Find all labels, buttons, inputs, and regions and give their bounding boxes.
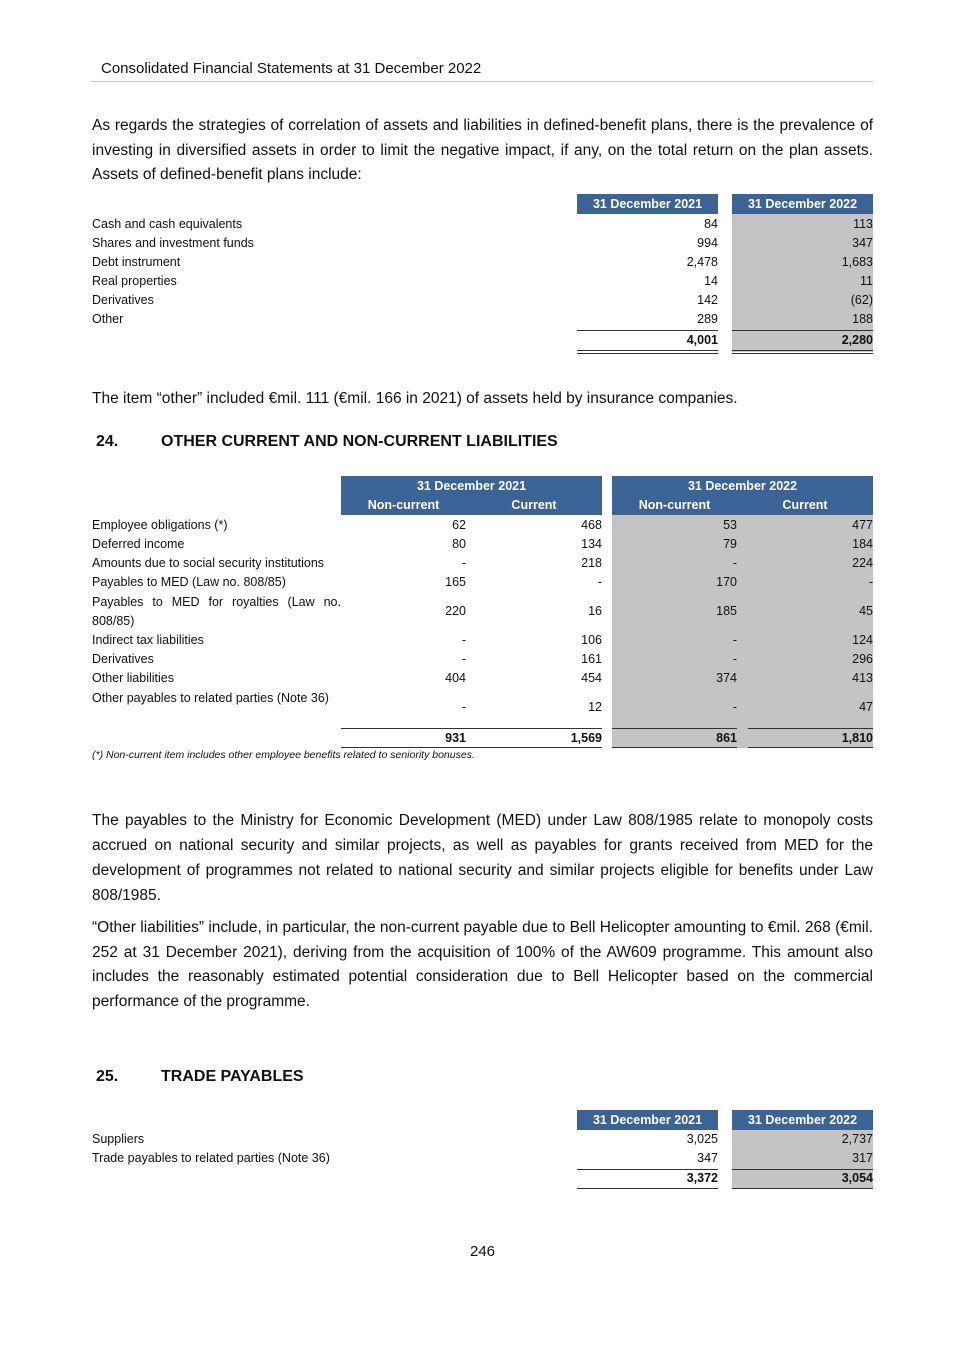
- value-2022: 1,683: [841, 255, 873, 269]
- row-label: Shares and investment funds: [92, 236, 254, 250]
- noncurrent-2021: -: [461, 633, 466, 647]
- row-label: Payables to MED (Law no. 808/85): [92, 575, 286, 589]
- med-paragraph: The payables to the Ministry for Economic Development (MED) under Law 808/1985 relate to monopoly costs accrued on national security and similar projects, as well as payables for grants received from MED for the development of programmes not related to national security and similar projects eligible for benefits under Law 808/1985.: [92, 812, 873, 904]
- other-item-note: The item “other” included €mil. 111 (€mil. 166 in 2021) of assets held by insurance companies.: [92, 390, 738, 407]
- table-row: [0, 215, 965, 234]
- table-row: [0, 1130, 965, 1149]
- row-label: Trade payables to related parties (Note 36): [92, 1151, 330, 1165]
- row-label: Other payables to related parties (Note 36): [92, 691, 329, 705]
- current-2022: 47: [859, 700, 873, 714]
- current-2021: 106: [581, 633, 602, 647]
- noncurrent-2022: -: [732, 556, 737, 570]
- noncurrent-2021: 165: [445, 575, 466, 589]
- noncurrent-2022: 374: [716, 671, 737, 685]
- total-2022: 2,280: [841, 333, 873, 347]
- current-2022: 124: [852, 633, 873, 647]
- total-current-2022: 1,810: [841, 731, 873, 745]
- noncurrent-2022: -: [732, 700, 737, 714]
- subheader-current-2021: Current: [466, 496, 602, 515]
- current-2022: 296: [852, 652, 873, 666]
- current-2022: -: [868, 575, 873, 589]
- current-2021: 218: [581, 556, 602, 570]
- total-2021: 4,001: [686, 333, 718, 347]
- value-2022: 317: [852, 1151, 873, 1165]
- noncurrent-2021: 62: [452, 518, 466, 532]
- section-24-number: 24.: [96, 433, 119, 450]
- row-label: Payables to MED for royalties (Law no. 808/85): [92, 595, 341, 628]
- noncurrent-2021: 80: [452, 537, 466, 551]
- noncurrent-2022: 185: [716, 604, 737, 618]
- noncurrent-2022: -: [732, 633, 737, 647]
- current-2021: -: [597, 575, 602, 589]
- table-row: [0, 291, 965, 310]
- table-row: [0, 1149, 965, 1168]
- table-row: [0, 650, 965, 669]
- row-label: Other liabilities: [92, 671, 174, 685]
- section-24-title: OTHER CURRENT AND NON-CURRENT LIABILITIES: [161, 433, 558, 450]
- table-row: [0, 554, 965, 573]
- bottom-rule: [732, 1188, 873, 1189]
- bottom-rule: [748, 747, 873, 748]
- current-2021: 454: [581, 671, 602, 685]
- row-label: Derivatives: [92, 293, 154, 307]
- table-row: [0, 631, 965, 650]
- table-row: [0, 698, 965, 717]
- row-label: Cash and cash equivalents: [92, 217, 243, 231]
- noncurrent-2021: -: [461, 652, 466, 666]
- table-row: [0, 253, 965, 272]
- total-2022: 3,054: [841, 1171, 873, 1185]
- table-row: [0, 234, 965, 253]
- bottom-rule: [612, 747, 737, 748]
- row-label: Debt instrument: [92, 255, 181, 269]
- plan-assets-header-2022: 31 December 2022: [732, 194, 873, 214]
- subheader-noncurrent-2022: Non-current: [612, 496, 737, 515]
- total-row: [0, 331, 965, 350]
- row-label: Other: [92, 312, 124, 326]
- value-2021: 2,478: [686, 255, 718, 269]
- table-row: [0, 602, 965, 621]
- section-25-title: TRADE PAYABLES: [161, 1068, 304, 1085]
- total-current-2021: 1,569: [570, 731, 602, 745]
- plan-assets-header-2021: 31 December 2021: [577, 194, 718, 214]
- noncurrent-2021: 404: [445, 671, 466, 685]
- table-row: [0, 272, 965, 291]
- row-label: Derivatives: [92, 652, 154, 666]
- noncurrent-2022: 53: [723, 518, 737, 532]
- current-2022: 184: [852, 537, 873, 551]
- table-row: [0, 573, 965, 592]
- value-2022: 113: [853, 217, 873, 231]
- value-2021: 3,025: [686, 1132, 718, 1146]
- intro-paragraph: As regards the strategies of correlation of assets and liabilities in defined-benefit plans, there is the prevalence of investing in diversified assets in order to limit the negative impact, if any, on the total return on the plan assets. Assets of defined-benefit plans include:: [92, 117, 873, 183]
- current-2022: 413: [852, 671, 873, 685]
- current-2021: 161: [581, 652, 602, 666]
- other-liabilities-paragraph: “Other liabilities” include, in particular, the non-current payable due to Bell Helicopter amounting to €mil. 268 (€mil. 252 at 31 December 2021), deriving from the acquisition of 100% of the AW609 programme. This amount also includes the reasonably estimated potential consideration due to Bell Helicopter based on the commercial performance of the programme.: [92, 919, 873, 1010]
- value-2022: 11: [860, 274, 873, 288]
- noncurrent-2022: 79: [723, 537, 737, 551]
- row-label: Amounts due to social security institutions: [92, 556, 325, 570]
- value-2021: 289: [697, 312, 718, 326]
- header-divider: [91, 81, 873, 82]
- total-2021: 3,372: [686, 1171, 718, 1185]
- current-2022: 477: [852, 518, 873, 532]
- table-row: [0, 310, 965, 329]
- page-number: 246: [469, 1243, 496, 1260]
- subheader-noncurrent-2021: Non-current: [341, 496, 466, 515]
- current-2021: 468: [581, 518, 602, 532]
- value-2022: 347: [852, 236, 873, 250]
- value-2021: 142: [697, 293, 718, 307]
- trade-header-2022: 31 December 2022: [732, 1110, 873, 1130]
- liabilities-header-2022: 31 December 2022: [612, 476, 873, 496]
- document-header-title: Consolidated Financial Statements at 31 December 2022: [101, 60, 482, 77]
- bottom-rule: [577, 1188, 718, 1189]
- current-2021: 16: [588, 604, 602, 618]
- total-noncurrent-2021: 931: [445, 731, 466, 745]
- noncurrent-2022: -: [732, 652, 737, 666]
- double-underline: [732, 350, 873, 354]
- table-row: [0, 535, 965, 554]
- total-row: [0, 1169, 965, 1188]
- row-label: Employee obligations (*): [92, 518, 228, 532]
- liabilities-header-2021: 31 December 2021: [341, 476, 602, 496]
- double-underline: [577, 350, 718, 354]
- value-2022: 188: [852, 312, 873, 326]
- trade-header-2021: 31 December 2021: [577, 1110, 718, 1130]
- value-2022: 2,737: [841, 1132, 873, 1146]
- total-noncurrent-2022: 861: [716, 731, 737, 745]
- value-2021: 84: [704, 217, 718, 231]
- value-2022: (62): [850, 293, 873, 307]
- bottom-rule: [341, 747, 602, 748]
- noncurrent-2022: 170: [716, 575, 737, 589]
- value-2021: 347: [697, 1151, 718, 1165]
- table-row: [0, 516, 965, 535]
- section-25-number: 25.: [96, 1068, 119, 1085]
- row-label: Real properties: [92, 274, 177, 288]
- current-2021: 134: [581, 537, 602, 551]
- noncurrent-2021: 220: [445, 604, 466, 618]
- current-2022: 224: [852, 556, 873, 570]
- value-2021: 14: [704, 274, 718, 288]
- current-2021: 12: [588, 700, 602, 714]
- total-row: [0, 729, 965, 748]
- current-2022: 45: [859, 604, 873, 618]
- value-2021: 994: [697, 236, 718, 250]
- subheader-current-2022: Current: [737, 496, 873, 515]
- row-label: Indirect tax liabilities: [92, 633, 204, 647]
- noncurrent-2021: -: [461, 556, 466, 570]
- table-footnote: (*) Non-current item includes other employee benefits related to seniority bonuses.: [92, 749, 475, 761]
- noncurrent-2021: -: [461, 700, 466, 714]
- row-label: Suppliers: [92, 1132, 145, 1146]
- table-row: [0, 669, 965, 688]
- row-label: Deferred income: [92, 537, 185, 551]
